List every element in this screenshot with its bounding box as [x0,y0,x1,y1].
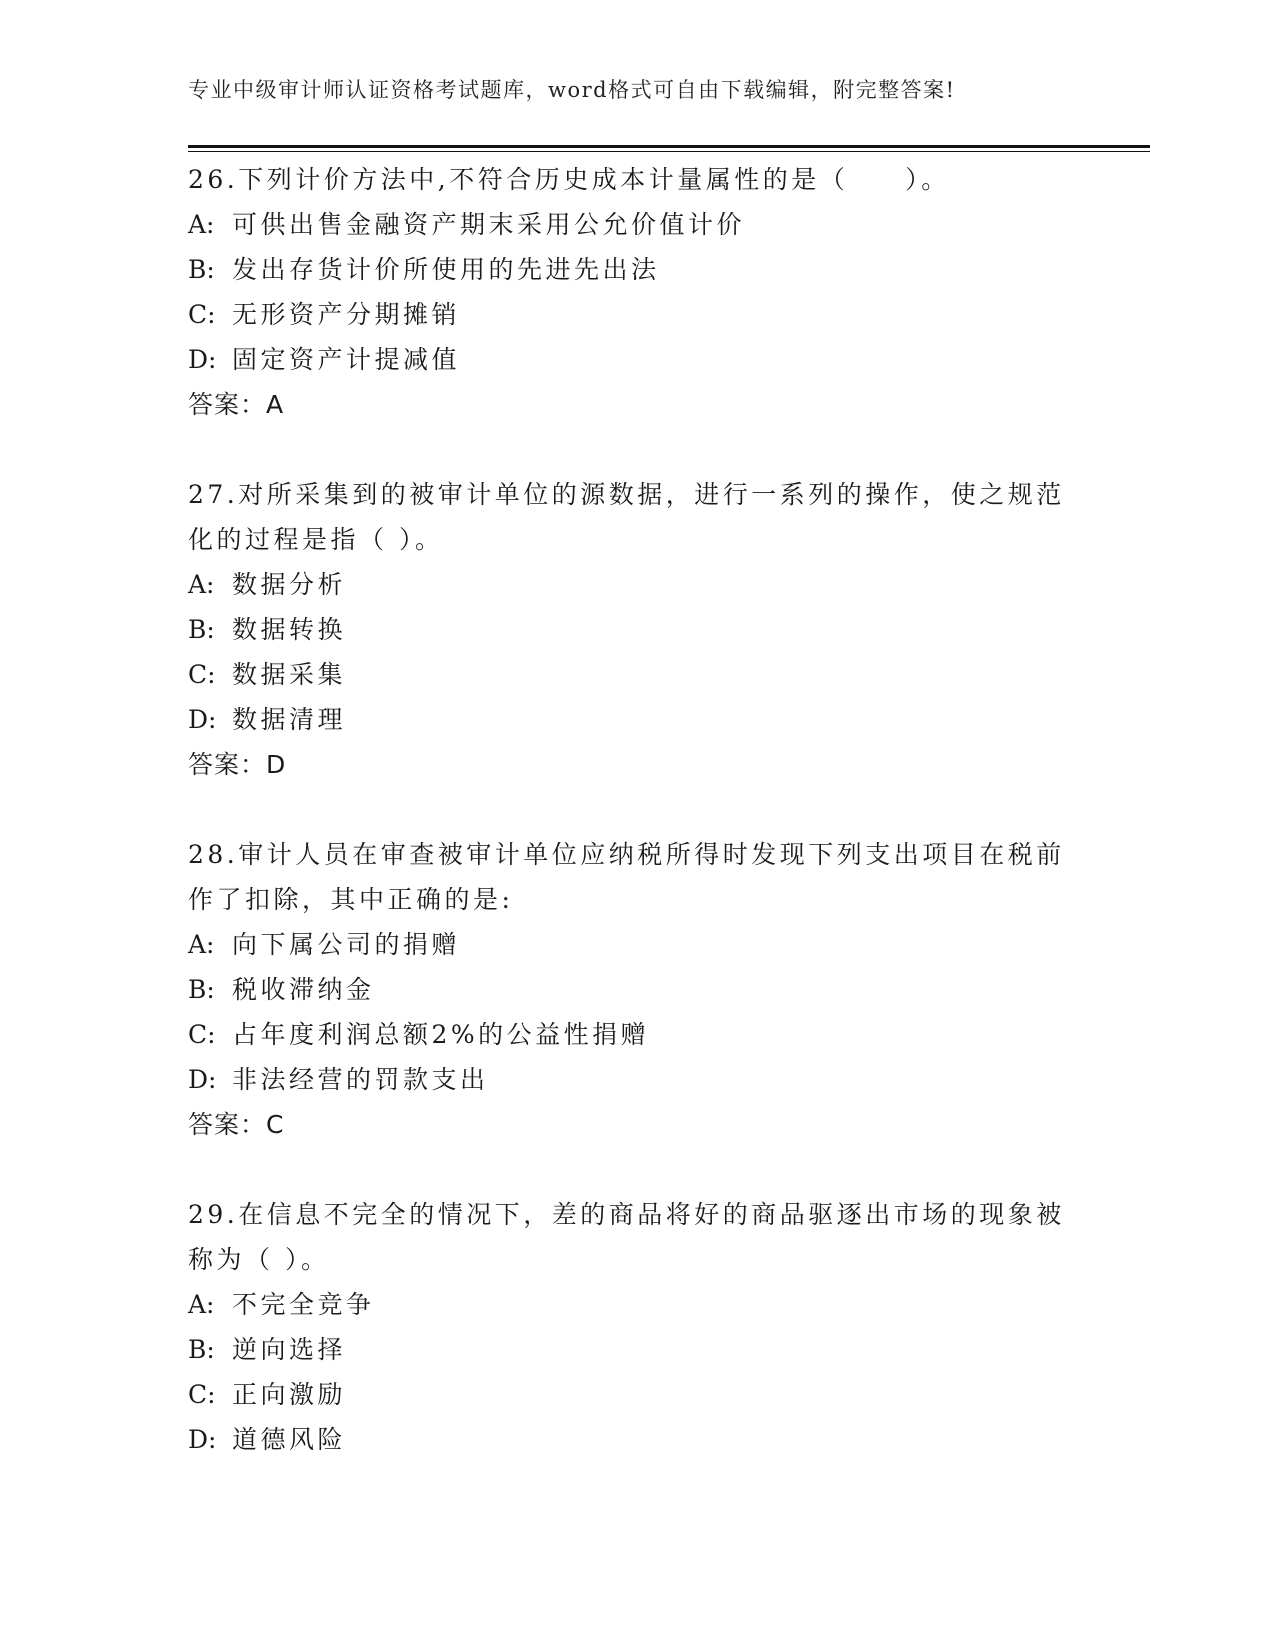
option-text: 道德风险 [232,1425,347,1454]
option-text: 不完全竞争 [232,1290,375,1319]
option-a [188,202,1068,247]
option-key: D: [188,705,217,734]
option-c [188,292,1068,337]
option-b [188,967,1068,1012]
question-28 [188,832,1068,1148]
option-text: 逆向选择 [232,1335,347,1364]
answer: 答案：D [188,750,287,779]
option-key: A: [188,570,215,599]
option-text: 数据清理 [232,705,347,734]
option-text: 发出存货计价所使用的先进先出法 [232,255,660,284]
option-a [188,922,1068,967]
header-divider-thick [188,145,1150,148]
option-a [188,1282,1068,1327]
option-text: 可供出售金融资产期末采用公允价值计价 [232,210,746,239]
option-text: 数据分析 [232,570,347,599]
question-text: 28.审计人员在审查被审计单位应纳税所得时发现下列支出项目在税前作了扣除，其中正确的是: [188,840,1065,914]
header-divider-thin [188,151,1150,152]
question-29 [188,1192,1068,1462]
question-text: 29.在信息不完全的情况下，差的商品将好的商品驱逐出市场的现象被称为（ ）。 [188,1200,1065,1274]
question-text: 27.对所采集到的被审计单位的源数据，进行一系列的操作，使之规范化的过程是指（ ）。 [188,480,1065,554]
option-c [188,1012,1068,1057]
page-header: 专业中级审计师认证资格考试题库，word格式可自由下载编辑，附完整答案! [188,78,956,102]
option-c [188,1372,1068,1417]
option-b [188,607,1068,652]
option-text: 数据转换 [232,615,347,644]
option-d [188,337,1068,382]
option-d [188,1057,1068,1102]
option-a [188,562,1068,607]
option-text: 固定资产计提减值 [232,345,461,374]
option-d [188,1417,1068,1462]
option-c [188,652,1068,697]
option-key: D: [188,345,217,374]
question-text: 26.下列计价方法中,不符合历史成本计量属性的是（ ）。 [188,165,950,194]
option-d [188,697,1068,742]
option-key: C: [188,1380,216,1409]
option-key: A: [188,930,215,959]
option-text: 占年度利润总额2%的公益性捐赠 [232,1020,650,1049]
option-key: A: [188,210,215,239]
question-27 [188,472,1068,788]
option-key: C: [188,300,216,329]
option-text: 无形资产分期摊销 [232,300,461,329]
question-26 [188,157,1068,428]
option-text: 数据采集 [232,660,347,689]
option-key: B: [188,615,215,644]
option-text: 正向激励 [232,1380,347,1409]
question-list [188,157,1068,1506]
option-text: 非法经营的罚款支出 [232,1065,489,1094]
option-text: 税收滞纳金 [232,975,375,1004]
option-b [188,247,1068,292]
option-key: C: [188,1020,216,1049]
answer: 答案：C [188,1110,285,1139]
option-key: C: [188,660,216,689]
option-key: B: [188,255,215,284]
option-key: A: [188,1290,215,1319]
option-key: D: [188,1425,217,1454]
option-b [188,1327,1068,1372]
answer: 答案：A [188,390,285,419]
option-key: D: [188,1065,217,1094]
option-key: B: [188,975,215,1004]
option-text: 向下属公司的捐赠 [232,930,461,959]
option-key: B: [188,1335,215,1364]
